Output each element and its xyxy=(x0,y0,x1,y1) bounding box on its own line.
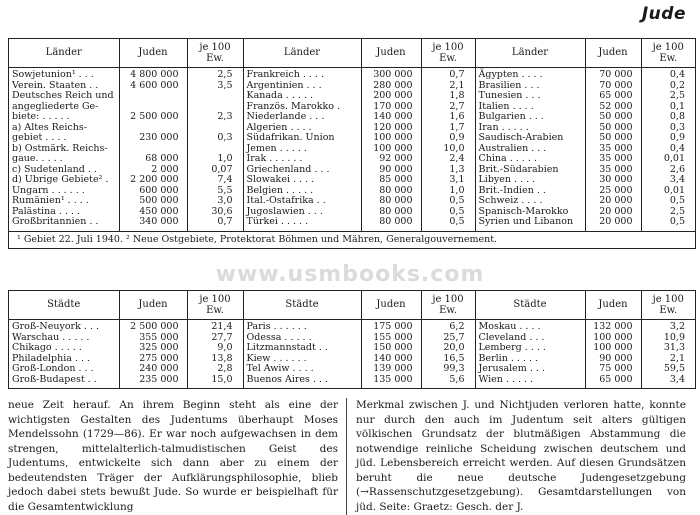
column-header: je 100 Ew. xyxy=(421,291,475,320)
count-cell: 75 000 xyxy=(585,364,641,375)
place-cell: Französ. Marokko . xyxy=(243,102,361,113)
percent-cell: 30,6 xyxy=(187,207,243,218)
count-cell: 4 800 000 xyxy=(119,68,187,81)
countries-table-body xyxy=(9,68,695,231)
place-cell: Syrien und Libanon xyxy=(475,217,585,231)
percent-cell xyxy=(187,91,243,102)
count-cell: 2 500 000 xyxy=(119,112,187,123)
body-text-left-column xyxy=(8,398,338,514)
count-cell: 80 000 xyxy=(361,196,421,207)
count-cell: 85 000 xyxy=(361,175,421,186)
count-cell: 100 000 xyxy=(361,133,421,144)
place-cell: gaue. . . . . xyxy=(12,154,63,164)
left-column-paragraph: neue Zeit herauf. An ihrem Beginn steht als eine der wichtigsten Gestalten des Judentums überhaupt Moses Mendelssohn (1729—86). Er war noch aufgewachsen in dem strengen, mittelalterlich-talmudistischen Geist des Judentums, entwickelte sich dann aber zu einem der bedeutendsten Träger der Aufklärungsphilosophie, blieb jedoch dabei stets bewußt Jude. So wurde er beispielhaft für die Gesamtentwicklung xyxy=(8,399,338,513)
place-cell: Litzmannstadt . . xyxy=(243,343,361,354)
place-cell: Jerusalem . . . xyxy=(475,364,585,375)
count-cell: 90 000 xyxy=(585,354,641,365)
count-cell: 68 000 xyxy=(119,154,187,165)
percent-cell: 0,5 xyxy=(641,196,695,207)
place-cell: Paris . . . . . . xyxy=(243,320,361,333)
count-cell: 80 000 xyxy=(361,186,421,197)
place-cell: Philadelphia . . . xyxy=(12,353,91,364)
country-row xyxy=(9,68,695,81)
percent-cell: 2,3 xyxy=(187,112,243,123)
count-cell: 2 000 xyxy=(119,165,187,176)
place-cell: biete: . . . . . xyxy=(12,112,70,122)
country-row xyxy=(9,186,695,197)
count-cell: 280 000 xyxy=(361,81,421,92)
count-cell xyxy=(119,144,187,155)
count-cell: 230 000 xyxy=(119,133,187,144)
place-cell: Wien . . . . . xyxy=(475,375,585,389)
place-cell: b) Ostmärk. Reichs- xyxy=(12,143,108,154)
percent-cell: 59,5 xyxy=(641,364,695,375)
country-row xyxy=(9,196,695,207)
count-cell: 170 000 xyxy=(361,102,421,113)
count-cell: 100 000 xyxy=(585,343,641,354)
percent-cell xyxy=(187,123,243,134)
count-cell: 50 000 xyxy=(585,123,641,134)
count-cell: 25 000 xyxy=(585,186,641,197)
place-cell: Lemberg . . . . xyxy=(475,343,585,354)
place-cell: Ital.-Ostafrika . . xyxy=(243,196,361,207)
right-column-paragraph: Merkmal zwischen J. und Nichtjuden verloren hatte, konnte nur durch den auch im Judentum seit alters gültigen völkischen Grundsatz der blutmäßigen Abstammung die notwendige reinliche Scheidung zwischen deutschem und jüd. Lebensbereich erreicht werden. Auf diesen Grundsätzen beruht die neue deutsche Judengesetzgebung (→Rassenschutzgesetzgebung). Gesamtdarstellungen von jüd. Seite: Graetz: Gesch. der J. xyxy=(356,399,686,513)
place-cell: Italien . . . . xyxy=(475,102,585,113)
place-cell: Saudisch-Arabien xyxy=(475,133,585,144)
country-row xyxy=(9,154,695,165)
countries-table-footnote: ¹ Gebiet 22. Juli 1940. ² Neue Ostgebiete, Protektorat Böhmen und Mähren, Generalgouvernement. xyxy=(9,231,695,248)
place-cell: Brasilien . . . xyxy=(475,81,585,92)
percent-cell: 10,9 xyxy=(641,333,695,344)
count-cell: 600 000 xyxy=(119,186,187,197)
count-cell: 240 000 xyxy=(119,364,187,375)
place-cell: Belgien . . . . . xyxy=(243,186,361,197)
place-cell: Groß-Neuyork . . . xyxy=(12,321,99,332)
percent-cell: 7,4 xyxy=(187,175,243,186)
count-cell: 235 000 xyxy=(119,375,187,389)
place-cell: Ägypten . . . . xyxy=(475,68,585,81)
body-text-right-column xyxy=(356,398,686,514)
percent-cell: 5,5 xyxy=(187,186,243,197)
count-cell: 135 000 xyxy=(361,375,421,389)
count-cell: 92 000 xyxy=(361,154,421,165)
count-cell: 275 000 xyxy=(119,354,187,365)
count-cell: 300 000 xyxy=(361,68,421,81)
percent-cell: 2,1 xyxy=(421,81,475,92)
city-row xyxy=(9,375,695,389)
count-cell: 340 000 xyxy=(119,217,187,231)
count-cell: 20 000 xyxy=(585,207,641,218)
place-cell: Argentinien . . . xyxy=(243,81,361,92)
count-cell: 35 000 xyxy=(585,144,641,155)
column-header: je 100 Ew. xyxy=(641,39,695,68)
column-header: Städte xyxy=(9,291,119,320)
column-header: Länder xyxy=(243,39,361,68)
percent-cell: 21,4 xyxy=(187,320,243,333)
place-cell: Kanada . . . . . xyxy=(243,91,361,102)
count-cell: 65 000 xyxy=(585,375,641,389)
cities-table xyxy=(8,290,696,389)
count-cell: 30 000 xyxy=(585,175,641,186)
count-cell xyxy=(119,123,187,134)
percent-cell: 27,7 xyxy=(187,333,243,344)
count-cell: 65 000 xyxy=(585,91,641,102)
place-cell: Cleveland . . . xyxy=(475,333,585,344)
country-row xyxy=(9,133,695,144)
percent-cell: 0,07 xyxy=(187,165,243,176)
place-cell: Tel Awiw . . . . xyxy=(243,364,361,375)
place-cell: Libyen . . . . xyxy=(475,175,585,186)
percent-cell: 3,1 xyxy=(421,175,475,186)
percent-cell: 0,9 xyxy=(421,133,475,144)
count-cell: 355 000 xyxy=(119,333,187,344)
place-cell: Buenos Aires . . . xyxy=(243,375,361,389)
column-header: Juden xyxy=(585,291,641,320)
place-cell: Groß-London . . . xyxy=(12,364,94,374)
country-row xyxy=(9,207,695,218)
place-cell: d) Übrige Gebiete² . xyxy=(12,175,109,185)
count-cell: 2 500 000 xyxy=(119,320,187,333)
place-cell: Tunesien . . . xyxy=(475,91,585,102)
place-cell: Frankreich . . . . xyxy=(243,68,361,81)
place-cell: Brit.-Indien . . xyxy=(475,186,585,197)
count-cell: 150 000 xyxy=(361,343,421,354)
city-row xyxy=(9,364,695,375)
percent-cell: 3,0 xyxy=(187,196,243,207)
place-cell: Algerien . . . . xyxy=(243,123,361,134)
cities-table-body xyxy=(9,320,695,389)
percent-cell: 3,4 xyxy=(641,175,695,186)
place-cell: Bulgarien . . . xyxy=(475,112,585,123)
watermark: www.usmbooks.com xyxy=(215,262,485,287)
place-cell: Ungarn . . . . . . xyxy=(12,185,85,196)
percent-cell: 0,9 xyxy=(641,133,695,144)
percent-cell: 25,7 xyxy=(421,333,475,344)
column-header: Juden xyxy=(119,291,187,320)
percent-cell: 2,5 xyxy=(641,91,695,102)
country-row xyxy=(9,165,695,176)
countries-table xyxy=(8,38,696,249)
percent-cell: 20,0 xyxy=(421,343,475,354)
place-cell: Jemen . . . . . xyxy=(243,144,361,155)
percent-cell: 3,4 xyxy=(641,375,695,389)
countries-table-header xyxy=(9,39,695,68)
city-row xyxy=(9,354,695,365)
place-cell: Brit.-Südarabien xyxy=(475,165,585,176)
place-cell: Verein. Staaten . . xyxy=(12,80,99,91)
place-cell: Jugoslawien . . . xyxy=(243,207,361,218)
place-cell: Rumänien¹ . . . . xyxy=(12,196,89,206)
percent-cell: 0,7 xyxy=(421,68,475,81)
count-cell: 155 000 xyxy=(361,333,421,344)
place-cell: Moskau . . . . xyxy=(475,320,585,333)
place-cell: Groß-Budapest . . xyxy=(12,374,97,385)
percent-cell: 0,8 xyxy=(641,112,695,123)
percent-cell: 0,5 xyxy=(421,207,475,218)
count-cell: 20 000 xyxy=(585,196,641,207)
percent-cell: 1,0 xyxy=(421,186,475,197)
country-row xyxy=(9,102,695,113)
percent-cell: 2,6 xyxy=(641,165,695,176)
place-cell: Kiew . . . . . . xyxy=(243,354,361,365)
place-cell: Deutsches Reich und xyxy=(12,91,114,101)
percent-cell: 0,2 xyxy=(641,81,695,92)
percent-cell: 0,3 xyxy=(641,123,695,134)
percent-cell xyxy=(187,144,243,155)
country-row xyxy=(9,175,695,186)
place-cell: Warschau . . . . . xyxy=(12,332,90,343)
percent-cell: 10,0 xyxy=(421,144,475,155)
percent-cell xyxy=(187,102,243,113)
place-cell: Spanisch-Marokko xyxy=(475,207,585,218)
percent-cell: 3,5 xyxy=(187,81,243,92)
percent-cell: 31,3 xyxy=(641,343,695,354)
percent-cell: 2,7 xyxy=(421,102,475,113)
percent-cell: 1,7 xyxy=(421,123,475,134)
percent-cell: 0,1 xyxy=(641,102,695,113)
count-cell: 325 000 xyxy=(119,343,187,354)
column-header: Juden xyxy=(585,39,641,68)
column-header: Städte xyxy=(243,291,361,320)
percent-cell: 1,3 xyxy=(421,165,475,176)
count-cell: 100 000 xyxy=(361,144,421,155)
column-header: je 100 Ew. xyxy=(187,291,243,320)
count-cell: 80 000 xyxy=(361,207,421,218)
percent-cell: 9,0 xyxy=(187,343,243,354)
percent-cell: 2,8 xyxy=(187,364,243,375)
column-header: je 100 Ew. xyxy=(421,39,475,68)
percent-cell: 2,4 xyxy=(421,154,475,165)
country-row xyxy=(9,91,695,102)
percent-cell: 15,0 xyxy=(187,375,243,389)
count-cell: 52 000 xyxy=(585,102,641,113)
count-cell: 200 000 xyxy=(361,91,421,102)
percent-cell: 13,8 xyxy=(187,354,243,365)
column-divider xyxy=(346,398,347,515)
percent-cell: 0,7 xyxy=(187,217,243,231)
percent-cell: 99,3 xyxy=(421,364,475,375)
column-header: je 100 Ew. xyxy=(641,291,695,320)
count-cell: 4 600 000 xyxy=(119,81,187,92)
column-header: Städte xyxy=(475,291,585,320)
percent-cell: 0,5 xyxy=(421,217,475,231)
percent-cell: 2,5 xyxy=(641,207,695,218)
page-header-word: Jude xyxy=(641,4,686,24)
count-cell: 70 000 xyxy=(585,68,641,81)
percent-cell: 0,01 xyxy=(641,186,695,197)
place-cell: a) Altes Reichs- xyxy=(12,122,87,133)
place-cell: Sowjetunion¹ . . . xyxy=(12,69,94,80)
count-cell: 2 200 000 xyxy=(119,175,187,186)
place-cell: Südafrikan. Union xyxy=(243,133,361,144)
place-cell: Australien . . . xyxy=(475,144,585,155)
count-cell: 140 000 xyxy=(361,354,421,365)
percent-cell: 0,5 xyxy=(641,217,695,231)
count-cell: 175 000 xyxy=(361,320,421,333)
count-cell: 50 000 xyxy=(585,133,641,144)
count-cell: 80 000 xyxy=(361,217,421,231)
count-cell: 450 000 xyxy=(119,207,187,218)
place-cell: Chikago . . . . . xyxy=(12,343,82,353)
count-cell: 132 000 xyxy=(585,320,641,333)
percent-cell: 16,5 xyxy=(421,354,475,365)
percent-cell: 6,2 xyxy=(421,320,475,333)
place-cell: Slowakei . . . . xyxy=(243,175,361,186)
place-cell: Großbritannien . . xyxy=(12,217,99,227)
place-cell: Griechenland . . . xyxy=(243,165,361,176)
column-header: Länder xyxy=(9,39,119,68)
place-cell: angegliederte Ge- xyxy=(12,101,99,112)
column-header: Juden xyxy=(361,39,421,68)
column-header: Länder xyxy=(475,39,585,68)
percent-cell: 1,6 xyxy=(421,112,475,123)
place-cell: Niederlande . . . xyxy=(243,112,361,123)
percent-cell: 2,1 xyxy=(641,354,695,365)
place-cell: Iran . . . . . xyxy=(475,123,585,134)
place-cell: Türkei . . . . . xyxy=(243,217,361,231)
place-cell: China . . . . . xyxy=(475,154,585,165)
column-header: Juden xyxy=(361,291,421,320)
city-row xyxy=(9,333,695,344)
count-cell: 50 000 xyxy=(585,112,641,123)
count-cell: 90 000 xyxy=(361,165,421,176)
country-row xyxy=(9,112,695,123)
count-cell: 35 000 xyxy=(585,154,641,165)
count-cell: 500 000 xyxy=(119,196,187,207)
percent-cell: 1,0 xyxy=(187,154,243,165)
place-cell: gebiet . . . . xyxy=(12,133,67,143)
place-cell: Irak . . . . . . xyxy=(243,154,361,165)
percent-cell: 0,5 xyxy=(421,196,475,207)
cities-table-header xyxy=(9,291,695,320)
percent-cell: 5,6 xyxy=(421,375,475,389)
percent-cell: 0,01 xyxy=(641,154,695,165)
percent-cell: 0,4 xyxy=(641,68,695,81)
place-cell: Berlin . . . . . xyxy=(475,354,585,365)
country-row xyxy=(9,217,695,231)
count-cell: 120 000 xyxy=(361,123,421,134)
percent-cell: 1,8 xyxy=(421,91,475,102)
place-cell: c) Sudetenland . . xyxy=(12,164,97,175)
count-cell xyxy=(119,102,187,113)
country-row xyxy=(9,123,695,134)
percent-cell: 2,5 xyxy=(187,68,243,81)
count-cell: 100 000 xyxy=(585,333,641,344)
place-cell: Odessa . . . . . xyxy=(243,333,361,344)
percent-cell: 0,4 xyxy=(641,144,695,155)
count-cell xyxy=(119,91,187,102)
percent-cell: 3,2 xyxy=(641,320,695,333)
column-header: je 100 Ew. xyxy=(187,39,243,68)
city-row xyxy=(9,343,695,354)
place-cell: Schweiz . . . . xyxy=(475,196,585,207)
count-cell: 20 000 xyxy=(585,217,641,231)
count-cell: 70 000 xyxy=(585,81,641,92)
column-header: Juden xyxy=(119,39,187,68)
count-cell: 35 000 xyxy=(585,165,641,176)
place-cell: Palästina . . . . xyxy=(12,206,81,217)
country-row xyxy=(9,144,695,155)
count-cell: 140 000 xyxy=(361,112,421,123)
country-row xyxy=(9,81,695,92)
count-cell: 139 000 xyxy=(361,364,421,375)
percent-cell: 0,3 xyxy=(187,133,243,144)
city-row xyxy=(9,320,695,333)
